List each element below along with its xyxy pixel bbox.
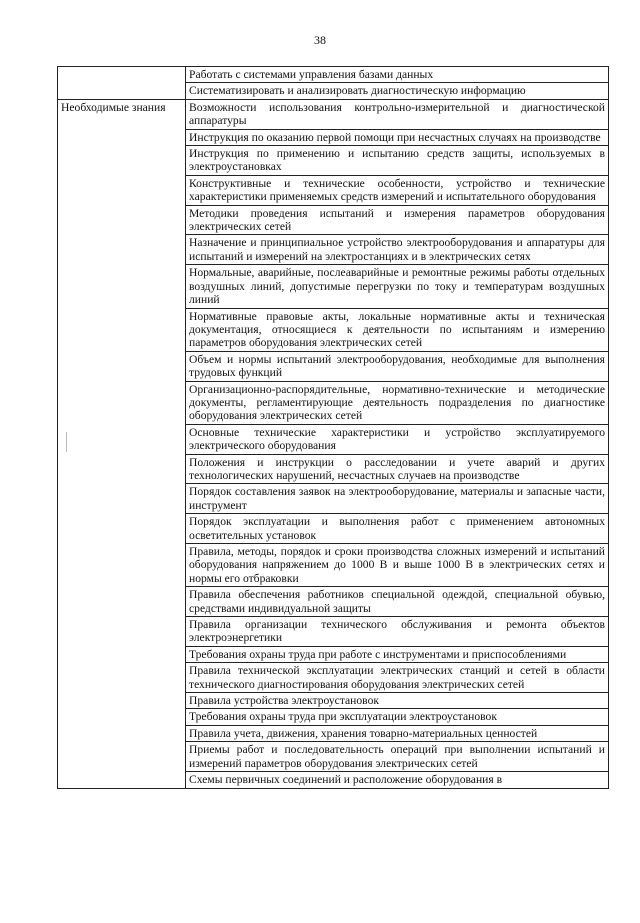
knowledge-item: Организационно-распорядительные, нормативно-технические и методические документы, регламентирующие деятельность подразделения по диагностике оборудования электрических сетей bbox=[186, 381, 609, 424]
knowledge-item: Инструкция по оказанию первой помощи при несчастных случаях на производстве bbox=[186, 129, 609, 145]
knowledge-item: Объем и нормы испытаний электрооборудования, необходимые для выполнения трудовых функций bbox=[186, 351, 609, 381]
knowledge-item: Нормальные, аварийные, послеаварийные и ремонтные режимы работы отдельных воздушных линий, допустимые перегрузки по току и температурам воздушных линий bbox=[186, 265, 609, 308]
knowledge-item: Инструкция по применению и испытанию средств защиты, используемых в электроустановках bbox=[186, 146, 609, 176]
knowledge-item: Правила организации технического обслуживания и ремонта объектов электроэнергетики bbox=[186, 617, 609, 647]
knowledge-item: Основные технические характеристики и устройство эксплуатируемого электрического оборудования bbox=[186, 424, 609, 454]
knowledge-item: Схемы первичных соединений и расположение оборудования в bbox=[186, 772, 609, 788]
section-label: Необходимые знания bbox=[58, 99, 186, 788]
knowledge-item: Порядок эксплуатации и выполнения работ с применением автономных осветительных установок bbox=[186, 514, 609, 544]
knowledge-item: Нормативные правовые акты, локальные нормативные акты и техническая документация, относящиеся к деятельности по испытаниям и измерению параметров оборудования электрических сетей bbox=[186, 308, 609, 351]
skill-item: Систематизировать и анализировать диагностическую информацию bbox=[186, 83, 609, 99]
knowledge-item: Приемы работ и последовательность операций при выполнении испытаний и измерений параметров оборудования электрических сетей bbox=[186, 742, 609, 772]
knowledge-item: Правила обеспечения работников специальной одеждой, специальной обувью, средствами индивидуальной защиты bbox=[186, 587, 609, 617]
table-row bbox=[58, 99, 609, 129]
knowledge-item: Правила устройства электроустановок bbox=[186, 693, 609, 709]
knowledge-item: Правила технической эксплуатации электрических станций и сетей в области технического диагностирования оборудования электрических сетей bbox=[186, 663, 609, 693]
knowledge-item: Назначение и принципиальное устройство электрооборудования и аппаратуры для испытаний и измерений на электростанциях и в электрических сетях bbox=[186, 235, 609, 265]
knowledge-item: Конструктивные и технические особенности, устройство и технические характеристики применяемых средств измерений и испытательного оборудования bbox=[186, 175, 609, 205]
knowledge-item: Правила, методы, порядок и сроки производства сложных измерений и испытаний оборудования напряжением до 1000 В и выше 1000 В в электрических сетях и нормы его отбраковки bbox=[186, 544, 609, 587]
knowledge-item: Правила учета, движения, хранения товарно-материальных ценностей bbox=[186, 725, 609, 741]
page-number: 38 bbox=[314, 33, 326, 47]
knowledge-item: Положения и инструкции о расследовании и учете аварий и других технологических нарушений, несчастных случаев на производстве bbox=[186, 454, 609, 484]
table-row bbox=[58, 67, 609, 83]
knowledge-item: Требования охраны труда при работе с инструментами и приспособлениями bbox=[186, 646, 609, 662]
knowledge-item: Методики проведения испытаний и измерения параметров оборудования электрических сетей bbox=[186, 205, 609, 235]
knowledge-item: Требования охраны труда при эксплуатации электроустановок bbox=[186, 709, 609, 725]
skill-item: Работать с системами управления базами данных bbox=[186, 67, 609, 83]
knowledge-item: Порядок составления заявок на электрооборудование, материалы и запасные части, инструмент bbox=[186, 484, 609, 514]
empty-label-cell bbox=[58, 67, 186, 100]
requirements-table-body bbox=[58, 67, 609, 789]
requirements-table bbox=[57, 66, 609, 789]
knowledge-item: Возможности использования контрольно-измерительной и диагностической аппаратуры bbox=[186, 99, 609, 129]
